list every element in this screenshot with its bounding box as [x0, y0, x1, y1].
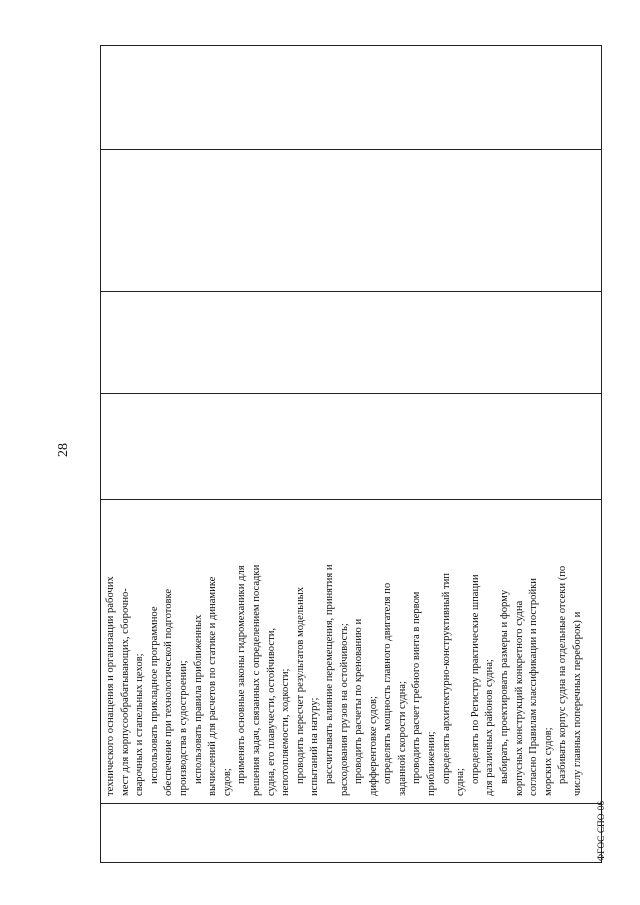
skills-line: определять архитектурно-конструктивный тип: [440, 573, 452, 784]
skills-line: решения задач, связанных с определением посадки: [250, 564, 262, 796]
competency-table: [100, 45, 602, 863]
skills-line: проводить расчеты по кренованию и: [353, 618, 365, 784]
skills-line: сварочных и стапельных цехов;: [134, 653, 146, 796]
skills-line: судна;: [455, 768, 467, 796]
skills-line: корпусных конструкций конкретного судна: [513, 600, 525, 796]
table-cell-code: [101, 804, 602, 863]
skills-line: технического оснащения и организации рабочих: [105, 576, 116, 796]
skills-line: использовать прикладное программное: [148, 606, 160, 784]
footer-code: ФГОС СПО-06: [596, 800, 606, 861]
skills-line: морских судов;: [542, 727, 554, 796]
skills-line: расходования грузов на остойчивость;: [338, 623, 350, 796]
table-cell-disciplines: [101, 150, 602, 292]
skills-line: непотопляемости, ходкости;: [280, 668, 292, 796]
skills-line: использовать правила приближенных: [192, 614, 204, 784]
skills-line: обеспечение при технологической подготовке: [163, 588, 175, 796]
table-cell-competencies: [101, 46, 602, 150]
skills-line: приближении;: [426, 731, 438, 796]
skills-line: разбивать корпус судна на отдельные отсеки (по: [557, 565, 569, 784]
page-number: 28: [56, 443, 71, 457]
skills-line: рассчитывать влияние перемещения, принятия и: [323, 564, 335, 784]
skills-line: дифферентовке судов;: [367, 696, 379, 796]
skills-line: для различных районов судна;: [484, 659, 496, 796]
table-cell-skills: [101, 500, 602, 804]
skills-text: [101, 500, 586, 803]
skills-line: судов;: [221, 768, 233, 796]
skills-line: испытаний на натуру;: [309, 697, 321, 796]
table-cell-hours-max: [101, 394, 602, 500]
skills-line: судна, его плавучести, остойчивости,: [265, 627, 277, 796]
skills-line: проводить пересчет результатов модельных: [294, 586, 306, 784]
skills-line: вычислений для расчетов по статике и динамике: [207, 576, 219, 796]
skills-line: согласно Правилам классификации и постройки: [528, 578, 540, 796]
skills-line: числу главных поперечных переборок) и: [572, 611, 583, 796]
skills-line: выбирать, проектировать размеры и форму: [499, 589, 511, 784]
skills-line: проводить расчет гребного винта в первом: [411, 591, 423, 784]
table-cell-hours-mandatory: [101, 292, 602, 394]
skills-line: мест для корпусообрабатывающих, сборочно-: [119, 588, 131, 796]
skills-line: применять основные законы гидромеханики для: [236, 565, 248, 784]
skills-line: заданной скорости судна;: [396, 681, 408, 796]
skills-line: определять мощность главного двигателя по: [382, 582, 394, 784]
table-row: [101, 46, 602, 863]
skills-line: производства в судостроении;: [177, 660, 189, 796]
skills-line: определять по Регистру практические шпации: [469, 574, 481, 784]
